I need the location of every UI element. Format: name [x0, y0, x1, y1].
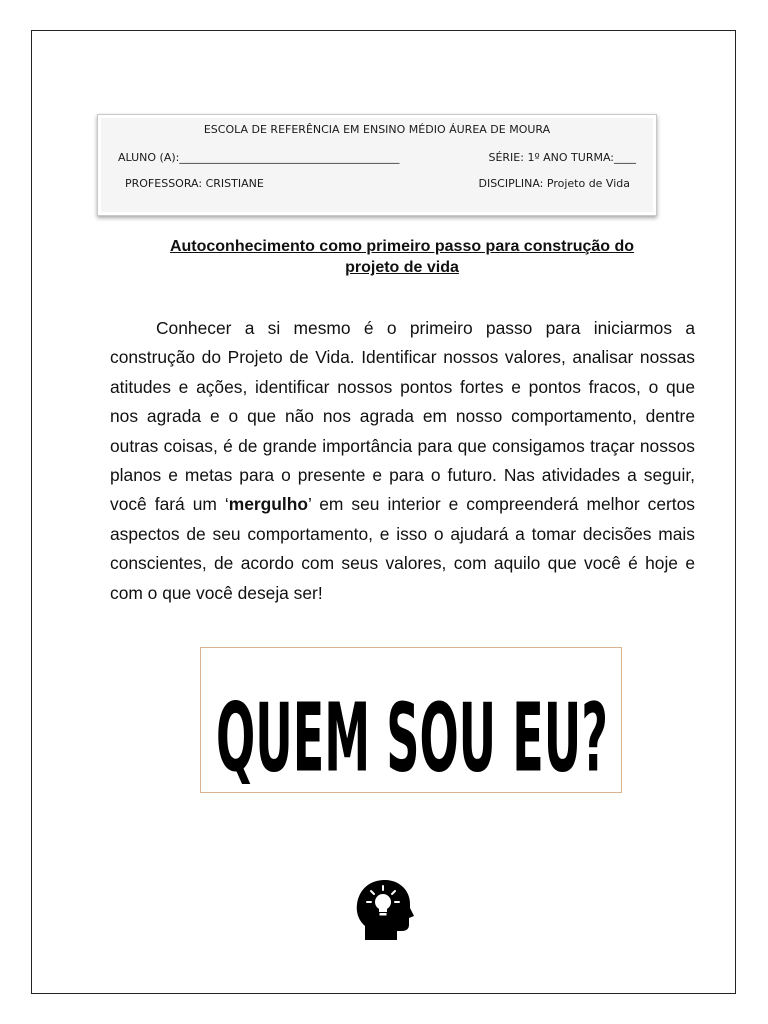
- subject-name: DISCIPLINA: Projeto de Vida: [478, 177, 630, 190]
- banner-text: QUEM SOU EU?: [216, 682, 609, 793]
- body-text-part-2: ’ em seu interior e compreenderá melhor certos aspectos de seu comportamento, e isso o ajudará a tomar decisões mais conscientes, de acordo com seus valores, com aquilo que você é hoje e com o que você deseja ser!: [110, 494, 695, 603]
- title-line-1: Autoconhecimento como primeiro passo para construção do: [169, 238, 635, 255]
- grade-class-field: SÉRIE: 1º ANO TURMA:____: [488, 151, 636, 164]
- school-header-box: [97, 114, 657, 216]
- school-name: ESCOLA DE REFERÊNCIA EM ENSINO MÉDIO ÁUREA DE MOURA: [203, 123, 551, 136]
- student-name-field: ALUNO (A):________________________________________: [118, 151, 400, 164]
- quem-sou-eu-banner: [200, 647, 622, 793]
- teacher-name: PROFESSORA: CRISTIANE: [125, 177, 264, 190]
- body-paragraph: [110, 314, 695, 608]
- document-title: [110, 236, 694, 278]
- banner-svg: [201, 648, 623, 794]
- title-line-2: projeto de vida: [345, 259, 459, 276]
- body-text-part-1: Conhecer a si mesmo é o primeiro passo para iniciarmos a construção do Projeto de Vida. Identificar nossos valores, analisar nossas atitudes e ações, identificar nossos pontos fortes e pontos fracos, o que nos agrada e o que não nos agrada em nosso comportamento, dentre outras coisas, é de grande importância para que consigamos traçar nossos planos e metas para o presente e para o futuro. Nas atividades a seguir, você fará um ‘: [110, 318, 695, 515]
- body-bold-word: mergulho: [228, 494, 308, 515]
- head-lightbulb-icon: [355, 878, 415, 942]
